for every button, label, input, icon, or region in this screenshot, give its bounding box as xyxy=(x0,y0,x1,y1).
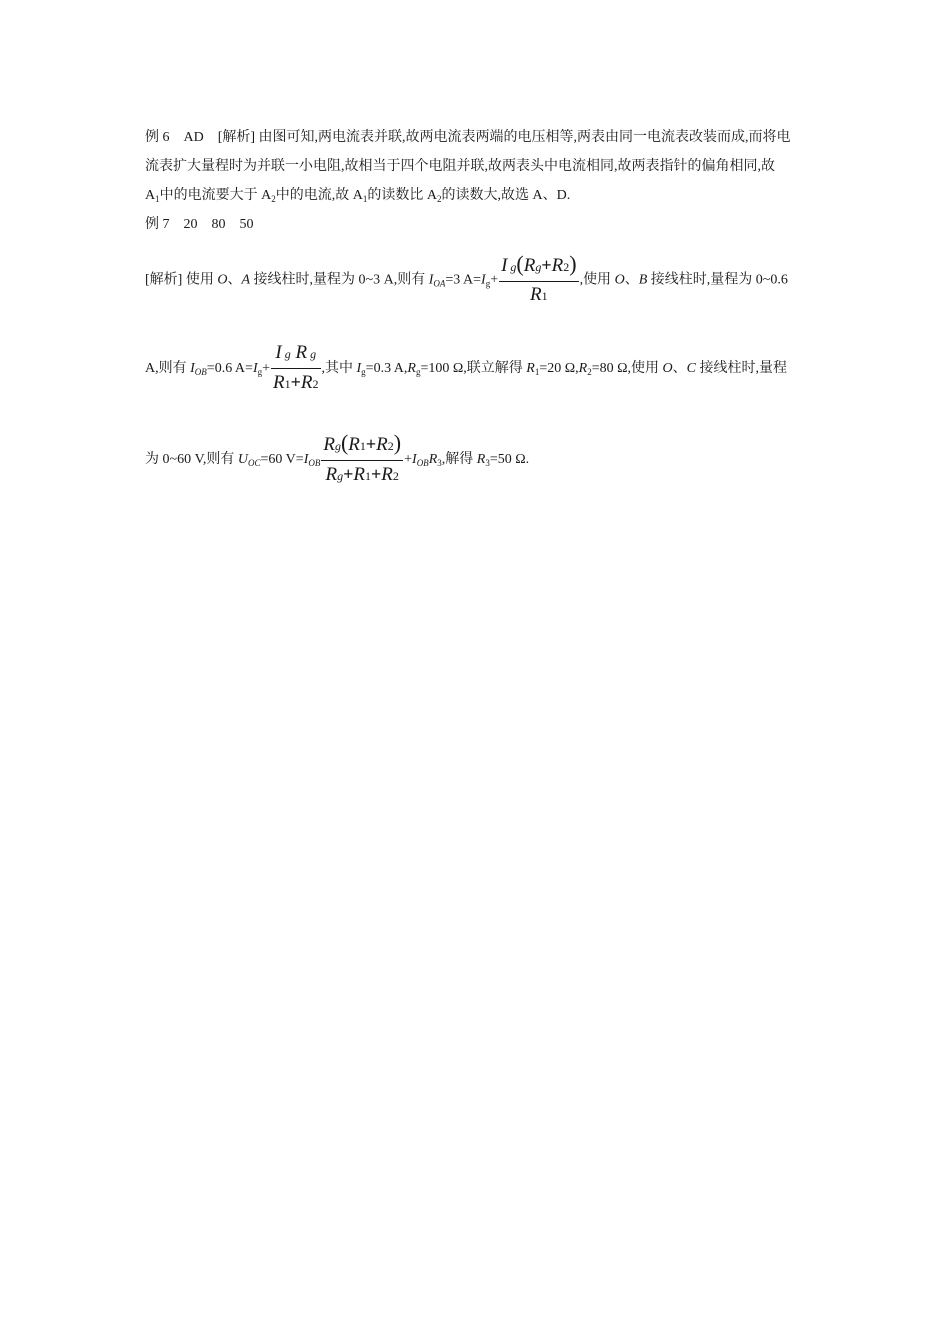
ex7-answer-2: 80 xyxy=(211,217,226,232)
text: ,解得 xyxy=(441,452,477,468)
text: 、 xyxy=(624,272,639,288)
text: =20 Ω, xyxy=(539,361,579,377)
ex6-line-3: $A_1$中的电流要大于 $A_2$中的电流,故 $A_1$的读数比 $A_2$的读数大,故选 A、D. xyxy=(145,188,571,204)
text: + xyxy=(404,452,413,468)
text: =80 Ω,使用 xyxy=(591,361,663,377)
ex6-line-2 xyxy=(145,157,775,177)
ex6-label: 例 6 xyxy=(145,130,170,145)
text: 中的电流要大于 A xyxy=(159,188,272,203)
ex7-line-1: [解析] 使用 O、A 接线柱时,量程为 0~3 A,则有 $I_{OA}=3$ $A=I_g+$ $\frac{\text{I g(Rg+R2)}}{R1}$ ,使用 O、B 接线柱时,量程为 0~0.6 xyxy=(145,252,788,309)
text: [解析] 使用 xyxy=(145,272,218,288)
ex7-answer-3: 50 xyxy=(239,217,254,232)
ex6-text-2: 流表扩大量程时为并联一小电阻,故相当于四个电阻并联,故两表头中电流相同,故两表指针的偏角相同,故 xyxy=(145,159,775,174)
ex6-line-1 xyxy=(145,128,791,148)
text: =0.6 A= xyxy=(206,361,253,377)
text: 中的电流,故 A xyxy=(275,188,363,203)
text: =0.3 A, xyxy=(365,361,408,377)
text: =50 Ω. xyxy=(489,452,530,468)
fraction-rg-r1-r2-over-sum: $\frac{Rg(R1+R2)}{Rg+R1+R2}$ xyxy=(323,430,402,485)
text: A xyxy=(145,188,156,203)
text: ,其中 xyxy=(321,361,357,377)
text: =100 Ω,联立解得 xyxy=(420,361,527,377)
ex6-answer: AD xyxy=(183,130,204,145)
text: =60 V= xyxy=(260,452,304,468)
ex6-text-1: [解析] 由图可知,两电流表并联,故两电流表两端的电压相等,两表由同一电流表改装而成,而将电 xyxy=(217,130,791,145)
text: 的读数大,故选 A、D. xyxy=(441,188,571,203)
text: A,则有 xyxy=(145,361,191,377)
text: 为 0~60 V,则有 xyxy=(145,452,238,468)
fraction-igrg-over-r1-r2: $\frac{\text{I g R g}}{R1+R2}$ xyxy=(273,342,319,393)
text: ,使用 xyxy=(579,272,615,288)
text: 接线柱时,量程 xyxy=(696,361,787,377)
text: 接线柱时,量程为 0~3 A,则有 xyxy=(250,272,429,288)
text: 、 xyxy=(227,272,242,288)
text: 的读数比 A xyxy=(367,188,437,203)
text: 接线柱时,量程为 0~0.6 xyxy=(647,272,788,288)
text: 、 xyxy=(672,361,687,377)
ex7-line-3: 为 0~60 V,则有 $U_{OC}=60$ $V=I_{OB}$ $\frac{Rg(R1+R2)}{Rg+R1+R2}$ $+I_{OB}R_3$,解得 $R_3=50$ Ω. xyxy=(145,431,529,489)
text: =3 A= xyxy=(445,272,482,288)
ex7-answer-1: 20 xyxy=(183,217,198,232)
ex7-line-2: A,则有 $I_{OB}=0.6$ $A=I_g+$ $\frac{\text{I g R g}}{R1+R2}$ ,其中 $I_g=0.3$ $A,R_g=100$ Ω,联立解得 $R_1=20$ $\Omega,R_2=80$ Ω,使用 O、C 接线柱时,量程 xyxy=(145,341,787,397)
ex7-label: 例 7 xyxy=(145,217,170,232)
fraction-ig-rg-r2-over-r1: $\frac{\text{I g(Rg+R2)}}{R1}$ xyxy=(501,251,577,305)
ex7-line-answers xyxy=(145,215,254,235)
